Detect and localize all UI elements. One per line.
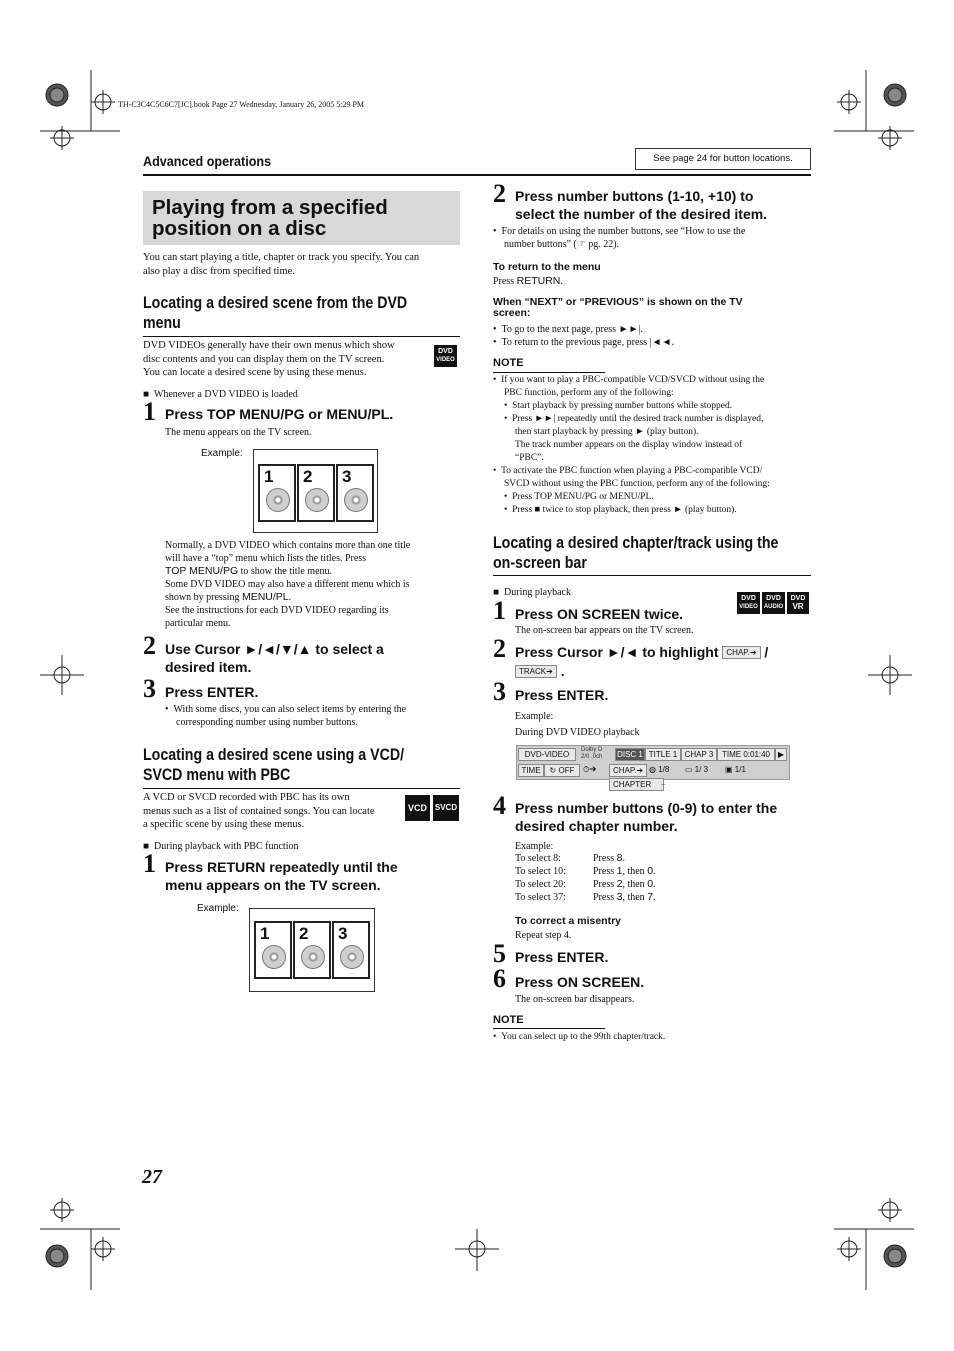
osd-subtitle: ▭ 1/ 3	[685, 765, 709, 774]
step-desc: The menu appears on the TV screen.	[165, 427, 312, 438]
step-title: Press number buttons (0-9) to enter the desired chapter number.	[515, 800, 778, 834]
osd-dvd-video: DVD-VIDEO	[518, 748, 576, 761]
intro-text: You can start playing a title, chapter or track you specify. You can also play a disc from specified time.	[143, 252, 420, 277]
on-screen-bar	[516, 745, 790, 780]
step-title: Press number buttons (1-10, +10) to select the number of the desired item.	[515, 188, 768, 222]
example-label: Example:	[201, 448, 243, 459]
osd-dolby: Dolby D 2/0 .0ch	[581, 747, 603, 760]
dvd-menu-example	[253, 449, 378, 533]
step-desc: The on-screen bar appears on the TV screen.	[515, 625, 694, 636]
step-number: 1	[493, 596, 506, 625]
menu-tile: 2	[293, 921, 331, 979]
osd-chap: CHAP 3	[681, 748, 717, 761]
note-label: NOTE	[493, 1014, 524, 1026]
step-title-cont: TRACK➔ .	[515, 662, 565, 680]
example-label: Example:	[197, 903, 239, 914]
square-bullet-icon: ■	[143, 841, 150, 852]
correct-text: Repeat step 4.	[515, 930, 572, 941]
square-bullet-icon: ■	[143, 389, 150, 400]
list-item: To select 8: Press 8.	[515, 852, 625, 864]
step-number: 2	[143, 631, 156, 660]
osd-cursor: _	[661, 777, 666, 786]
disc-icon	[301, 945, 325, 969]
dvd-audio-badge: DVD AUDIO	[762, 592, 785, 614]
osd-title: TITLE 1	[645, 748, 681, 761]
svcd-badge: SVCD	[433, 795, 459, 821]
vcd-heading-rule	[143, 788, 460, 789]
step-number: 3	[493, 677, 506, 706]
section-label: Advanced operations	[143, 153, 272, 169]
step-number: 6	[493, 964, 506, 993]
example-label: Example: During DVD VIDEO playback	[515, 711, 640, 738]
disc-icon	[262, 945, 286, 969]
track-icon: TRACK➔	[515, 665, 557, 678]
osd-time-button: TIME	[518, 764, 544, 777]
file-info-line: TH-C3C4C5C6C7[JC].book Page 27 Wednesday, January 26, 2005 5:29 PM	[118, 100, 365, 109]
note-rule	[493, 1028, 605, 1029]
vcd-menu-desc: A VCD or SVCD recorded with PBC has its own menus such as a list of contained songs. You can locate a specific scene by using these menus.	[143, 792, 375, 830]
step-number: 3	[143, 674, 156, 703]
return-heading: To return to the menu	[493, 261, 601, 273]
vcd-menu-example	[249, 908, 375, 992]
dvd-vr-badge: DVD VR	[787, 592, 809, 614]
step-number: 5	[493, 939, 506, 968]
disc-icon	[340, 945, 364, 969]
chapter-heading-rule	[493, 575, 811, 576]
dvd-heading-rule	[143, 336, 460, 337]
step-number: 2	[493, 179, 506, 208]
dvd-menu-heading: Locating a desired scene from the DVD menu	[143, 294, 408, 332]
step-number: 1	[143, 849, 156, 878]
osd-angle: ▣ 1/1	[725, 765, 746, 774]
menu-tile: 2	[297, 464, 335, 522]
examples-label: Example:	[515, 841, 554, 852]
correct-heading: To correct a misentry	[515, 915, 622, 927]
note-text: • If you want to play a PBC-compatible VCD/SVCD without using the PBC function, perform any of the following: • Start playback by pressing number buttons while stopped. • Press ►►| repeatedly until the desired track number is displayed, then start playback by pressing ► (play button). The track number appears on the display window instead of “PBC”. • To activate the PBC function when playing a PBC-compatible VCD/ SVCD without using the PBC function, perform any of the following: • Press TOP MENU/PG or MENU/PL. • Press ■ twice to stop playback, then press ► (play button).	[493, 375, 770, 515]
step-number: 1	[143, 397, 156, 426]
menu-tile: 1	[254, 921, 292, 979]
step-title: Press TOP MENU/PG or MENU/PL.	[165, 406, 394, 422]
note-text: • You can select up to the 99th chapter/track.	[493, 1032, 666, 1042]
timer-icon: ⏱➔	[583, 765, 597, 774]
disc-icon	[344, 488, 368, 512]
step-number: 2	[493, 634, 506, 663]
vcd-badge: VCD	[405, 795, 430, 821]
step-bullet: • For details on using the number buttons, see “How to use the number buttons” (☞ pg. 22).	[493, 226, 746, 250]
list-item: To select 20: Press 2, then 0.	[515, 878, 656, 890]
step-title: Press ON SCREEN twice.	[515, 606, 684, 622]
page-number: 27	[142, 1166, 162, 1188]
osd-audio: ◍ 1/8	[649, 765, 670, 774]
dvd-condition: ■ Whenever a DVD VIDEO is loaded	[143, 389, 298, 400]
dvd-menu-desc: DVD VIDEOs generally have their own menus which show disc contents and you can display them on the TV screen. You can locate a desired scene by using these menus.	[143, 340, 395, 378]
step-desc: The on-screen bar disappears.	[515, 994, 635, 1005]
play-icon: ▶	[775, 748, 787, 761]
step-title: Press ENTER.	[515, 687, 609, 703]
note-label: NOTE	[493, 357, 524, 369]
step-title: Press ENTER.	[515, 949, 609, 965]
dvd-video-badge: DVD VIDEO	[434, 345, 457, 367]
subtitle-icon: ▭	[685, 765, 695, 774]
vcd-menu-heading: Locating a desired scene using a VCD/ SVCD menu with PBC	[143, 746, 405, 784]
step-bullet: • With some discs, you can also select items by entering the corresponding number using number buttons.	[165, 704, 407, 728]
dvd-menu-paragraph: Normally, a DVD VIDEO which contains more than one title will have a “top” menu which lists the titles. Press TOP MENU/PG to show the title menu. Some DVD VIDEO may also have a different menu which is shown by pressing MENU/PL. See the instructions for each DVD VIDEO regarding its particular menu.	[165, 540, 411, 629]
examples-list	[515, 852, 656, 904]
list-item: To select 10: Press 1, then 0.	[515, 865, 656, 877]
step-title: Press ENTER.	[165, 684, 259, 700]
chapter-heading: Locating a desired chapter/track using the on-screen bar	[493, 534, 779, 572]
step-title: Press RETURN repeatedly until the menu appears on the TV screen.	[165, 859, 398, 893]
step-title: Use Cursor ►/◄/▼/▲ to select a desired item.	[165, 641, 384, 675]
camera-icon: ▣	[725, 765, 735, 774]
dvd-video-badge: DVD VIDEO	[737, 592, 760, 614]
menu-tile: 3	[332, 921, 370, 979]
menu-tile: 3	[336, 464, 374, 522]
osd-chapter-entry: CHAPTER	[609, 778, 664, 791]
see-page-box: See page 24 for button locations.	[635, 148, 811, 170]
page-title: Playing from a specified position on a disc	[152, 196, 388, 240]
disc-icon	[266, 488, 290, 512]
step-number: 4	[493, 791, 506, 820]
osd-disc: DISC 1	[615, 748, 645, 761]
next-previous-bullets: • To go to the next page, press ►►|. • To return to the previous page, press |◄◄.	[493, 324, 674, 348]
step-title: Press Cursor ►/◄ to highlight CHAP.➔ /	[515, 644, 769, 660]
list-item: To select 37: Press 3, then 7.	[515, 891, 656, 903]
disc-icon	[305, 488, 329, 512]
chapter-condition: ■ During playback	[493, 587, 571, 598]
note-rule	[493, 372, 605, 373]
menu-tile: 1	[258, 464, 296, 522]
return-text: Press RETURN.	[493, 275, 563, 287]
repeat-icon: ↻	[549, 766, 559, 775]
next-previous-heading: When “NEXT” or “PREVIOUS” is shown on the TV screen:	[493, 296, 743, 319]
audio-icon: ◍	[649, 765, 659, 774]
osd-repeat: ↻ OFF	[544, 764, 580, 777]
header-rule	[143, 174, 811, 176]
square-bullet-icon: ■	[493, 587, 500, 598]
step-title: Press ON SCREEN.	[515, 974, 645, 990]
vcd-condition: ■ During playback with PBC function	[143, 841, 299, 852]
osd-chap-arrow: CHAP.➔	[609, 764, 647, 777]
osd-time: TIME 0:01:40	[717, 748, 775, 761]
chap-icon: CHAP.➔	[722, 646, 760, 659]
